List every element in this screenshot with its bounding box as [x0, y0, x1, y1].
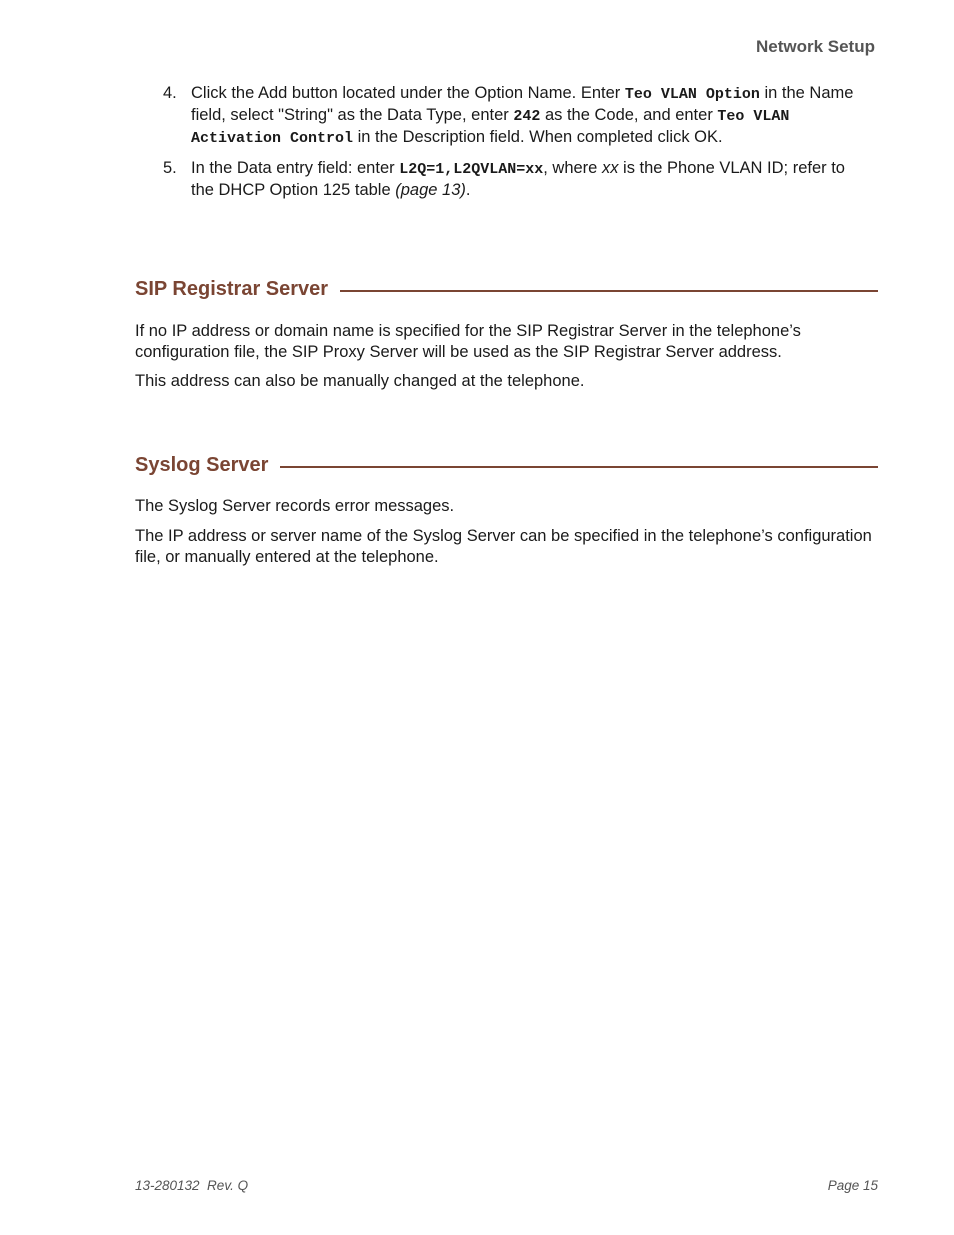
page-reference-link[interactable]: (page 13)	[395, 181, 466, 199]
step-text: in the Description field. When completed click OK.	[353, 128, 723, 146]
step-number: 4.	[163, 84, 177, 102]
section-title: SIP Registrar Server	[135, 278, 329, 300]
code-text: L2Q=1,L2QVLAN=xx	[399, 161, 544, 178]
footer-page-number: Page 15	[827, 1178, 878, 1193]
list-item	[163, 83, 863, 149]
step-number: 5.	[163, 159, 177, 177]
step-text: is the Phone VLAN ID; refer to the DHCP Option 125 table	[191, 159, 845, 199]
step-text: , where	[543, 159, 602, 177]
step-list	[163, 83, 863, 210]
step-text: In the Data entry field: enter	[191, 159, 400, 177]
step-text: as the Code, and enter	[540, 106, 718, 124]
code-text: 242	[513, 108, 541, 125]
paragraph: The IP address or server name of the Syslog Server can be specified in the telephone’s configuration file, or manually entered at the telephone.	[135, 527, 872, 566]
step-text: .	[465, 181, 471, 199]
section-title: Syslog Server	[135, 454, 269, 476]
variable-text: xx	[601, 159, 619, 177]
footer-doc-number: 13-280132 Rev. Q	[135, 1178, 249, 1193]
code-text: Teo VLAN Option	[624, 86, 760, 103]
section-heading-sip-registrar	[135, 278, 878, 301]
paragraph: This address can also be manually changed at the telephone.	[135, 372, 585, 390]
paragraph: The Syslog Server records error messages.	[135, 497, 455, 515]
step-text: Click the Add button located under the Option Name. Enter	[191, 84, 625, 102]
paragraph: If no IP address or domain name is specified for the SIP Registrar Server in the telephone’s configuration file, the SIP Proxy Server will be used as the SIP Registrar Server address.	[135, 322, 801, 361]
list-item	[163, 158, 863, 201]
heading-rule	[280, 466, 878, 468]
step-text: in the Name field, select "String" as the Data Type, enter	[191, 84, 854, 124]
running-header-title: Network Setup	[755, 37, 875, 56]
code-text: Teo VLAN Activation Control	[191, 108, 790, 147]
heading-rule	[340, 290, 878, 292]
section-heading-syslog	[135, 454, 878, 477]
